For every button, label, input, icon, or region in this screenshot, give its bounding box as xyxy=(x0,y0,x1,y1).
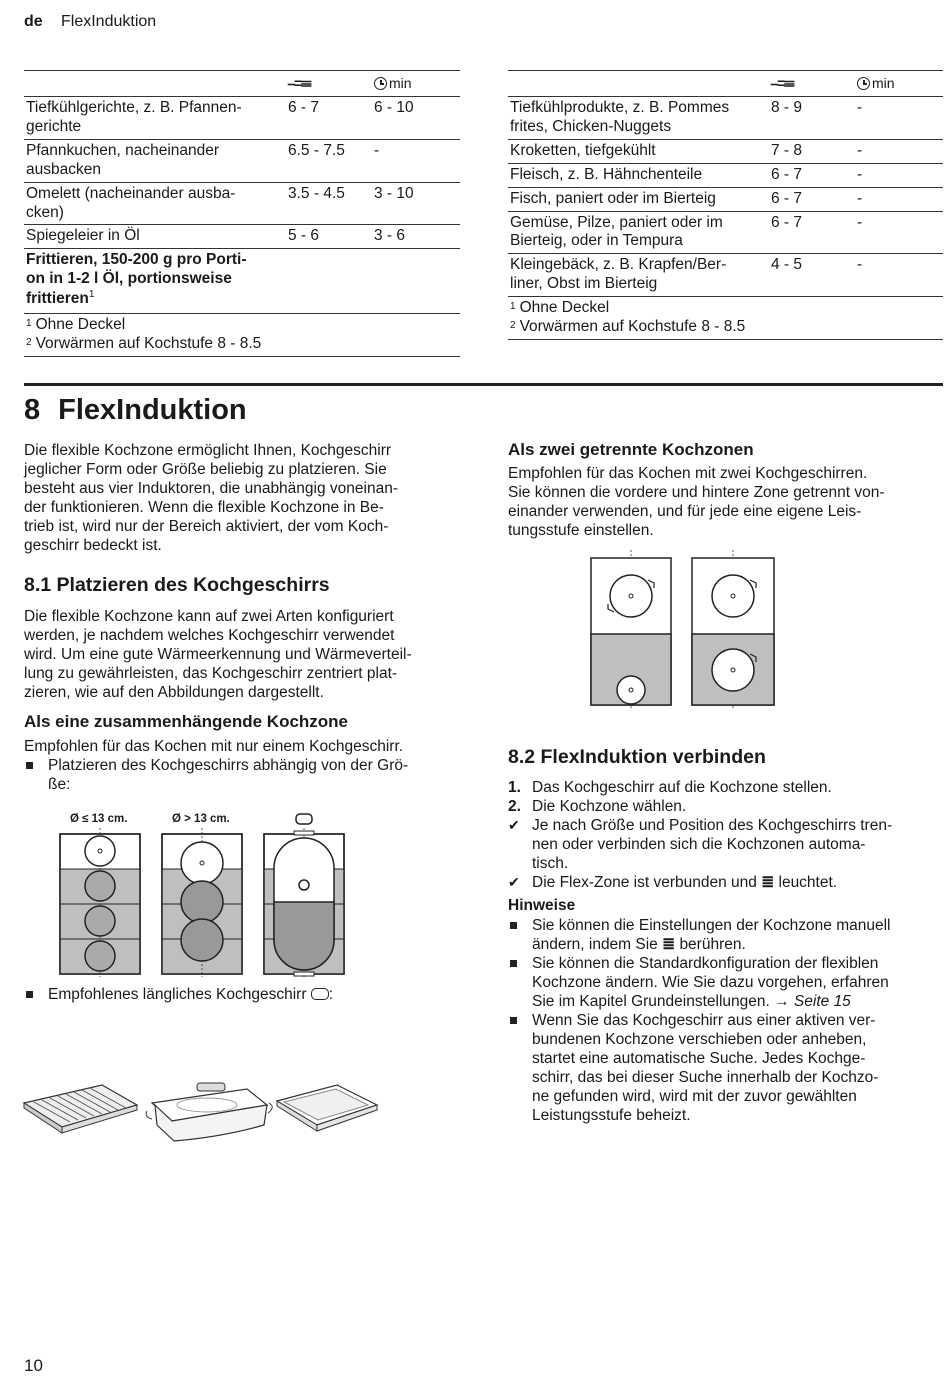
notes-list xyxy=(508,916,943,1125)
chapter-divider xyxy=(24,383,943,386)
single-zone-diagram xyxy=(58,812,348,977)
table-row: Omelett (nacheinander ausba- cken) 3.5 - 4.5 3 - 10 xyxy=(24,182,460,225)
table-row: Fisch, paniert oder im Bierteig 6 - 7 - xyxy=(508,187,943,211)
table-row: Tiefkühlgerichte, z. B. Pfannen- gerichte 6 - 7 6 - 10 xyxy=(24,97,460,140)
single-zone-bullets xyxy=(24,756,464,794)
table-row: Tiefkühlprodukte, z. B. Pommes frites, Chicken-Nuggets 8 - 9 - xyxy=(508,97,943,140)
notes-title: Hinweise xyxy=(508,897,576,914)
level-column-icon: ⎯=☰ xyxy=(769,71,855,97)
figure-caption-large: Ø > 13 cm. xyxy=(172,813,230,825)
roaster-illustration xyxy=(146,1083,272,1141)
table-footnotes: $^1$ Ohne Deckel $^2$ Vorwärmen auf Kochstufe 8 - 8.5 xyxy=(508,297,943,340)
table-row: Kleingebäck, z. B. Krapfen/Ber- liner, Obst im Bierteig 4 - 5 - xyxy=(508,254,943,297)
oval-pot-icon xyxy=(311,988,329,1000)
cooking-table-left xyxy=(24,70,460,357)
time-column-label: min xyxy=(389,74,412,91)
table-row: Gemüse, Pilze, paniert oder im Bierteig, oder in Tempura 6 - 7 - xyxy=(508,211,943,254)
flat-pan-illustration xyxy=(277,1085,377,1131)
level-column-icon: ⎯=☰ xyxy=(286,71,372,97)
two-zones-diagram xyxy=(588,548,778,710)
cooking-table-right xyxy=(508,70,943,340)
result-item: ✔ Die Flex-Zone ist verbunden und ≣ leuchtet. xyxy=(508,874,838,891)
table-footnotes: $^1$ Ohne Deckel $^2$ Vorwärmen auf Kochstufe 8 - 8.5 xyxy=(24,314,460,357)
list-item: Empfohlenes längliches Kochgeschirr : xyxy=(24,985,464,1004)
page-reference-link[interactable]: → Seite 15 xyxy=(774,993,851,1010)
table-row: Kroketten, tiefgekühlt 7 - 8 - xyxy=(508,139,943,163)
step-item: 2. Die Kochzone wählen. xyxy=(508,798,687,815)
table-row: Fleisch, z. B. Hähnchenteile 6 - 7 - xyxy=(508,163,943,187)
note-item: Sie können die Standardkonfiguration der flexiblen Kochzone ändern. Wie Sie dazu vorgehen, erfahren Sie im Kapitel Grundeinstellungen. → Seite 15 xyxy=(508,954,943,1011)
figure-caption-small: Ø ≤ 13 cm. xyxy=(70,813,128,825)
flex-zone-icon: ≣ xyxy=(761,874,775,891)
header-title: FlexInduktion xyxy=(61,13,157,30)
clock-icon xyxy=(374,77,387,90)
time-column-label: min xyxy=(872,74,895,91)
note-item: Wenn Sie das Kochgeschirr aus einer aktiven ver- bundenen Kochzone verschieben oder anheben, startet eine automatische Suche. Jedes Kochge- schirr, das bei dieser Suche innerhalb der Kochzo- ne gefunden wird, wird mit der zuvor gewählten Leistungsstufe beheizt. xyxy=(508,1011,943,1125)
clock-icon xyxy=(857,77,870,90)
table-row-bold: Frittieren, 150-200 g pro Porti- on in 1-2 l Öl, portionsweise frittieren$^1$ xyxy=(24,249,460,314)
page-number: 10 xyxy=(24,1356,43,1375)
intro-paragraph: Die flexible Kochzone ermöglicht Ihnen, Kochgeschirr jeglicher Form oder Größe beliebig zu platzieren. Sie besteht aus vier Induktoren, die unabhängig voneinan- der funktionieren. Wenn die flexible Kochzone in Be- trieb ist, wird nur der Bereich aktiviert, der vom Koch- geschirr bedeckt ist. xyxy=(24,442,398,554)
grill-plate-illustration xyxy=(24,1085,137,1133)
cookware-illustrations xyxy=(22,1075,382,1145)
single-zone-text: Empfohlen für das Kochen mit nur einem Kochgeschirr. xyxy=(24,738,404,755)
connect-steps xyxy=(508,778,943,892)
table-row: Pfannkuchen, nacheinander ausbacken 6.5 - 7.5 - xyxy=(24,139,460,182)
step-item: 1. Das Kochgeschirr auf die Kochzone stellen. xyxy=(508,779,832,796)
section-8-1-title: 8.1 Platzieren des Kochgeschirrs xyxy=(24,574,330,596)
result-item: ✔ Je nach Größe und Position des Kochgeschirrs tren- nen oder verbinden sich die Kochzonen automa- tisch. xyxy=(508,817,893,872)
list-item: Platzieren des Kochgeschirrs abhängig von der Grö- ße: xyxy=(24,756,464,794)
subsection-single-zone-title: Als eine zusammenhängende Kochzone xyxy=(24,712,349,731)
table-row: Spiegeleier in Öl 5 - 6 3 - 6 xyxy=(24,225,460,249)
flex-zone-icon: ≣ xyxy=(662,936,676,953)
language-code: de xyxy=(24,13,43,30)
two-zones-text: Empfohlen für das Kochen mit zwei Kochgeschirren. Sie können die vordere und hintere Zone getrennt von- einander verwenden, und für jede eine eigene Leis- tungsstufe einstellen. xyxy=(508,465,885,539)
section-8-2-title: 8.2 FlexInduktion verbinden xyxy=(508,746,766,768)
subsection-two-zones-title: Als zwei getrennte Kochzonen xyxy=(508,440,754,459)
chapter-title: 8 FlexInduktion xyxy=(24,394,247,426)
section-8-1-text: Die flexible Kochzone kann auf zwei Arten konfiguriert werden, je nachdem welches Kochgeschirr verwendet wird. Um eine gute Wärmeerkennung und Wärmeverteil- lung zu gewährleisten, das Kochgeschirr zentriert plat- zieren, wie auf den Abbildungen dargestellt. xyxy=(24,608,412,701)
note-item: Sie können die Einstellungen der Kochzone manuell ändern, indem Sie ≣ berühren. xyxy=(508,916,943,954)
oblong-cookware-bullet xyxy=(24,985,464,1004)
